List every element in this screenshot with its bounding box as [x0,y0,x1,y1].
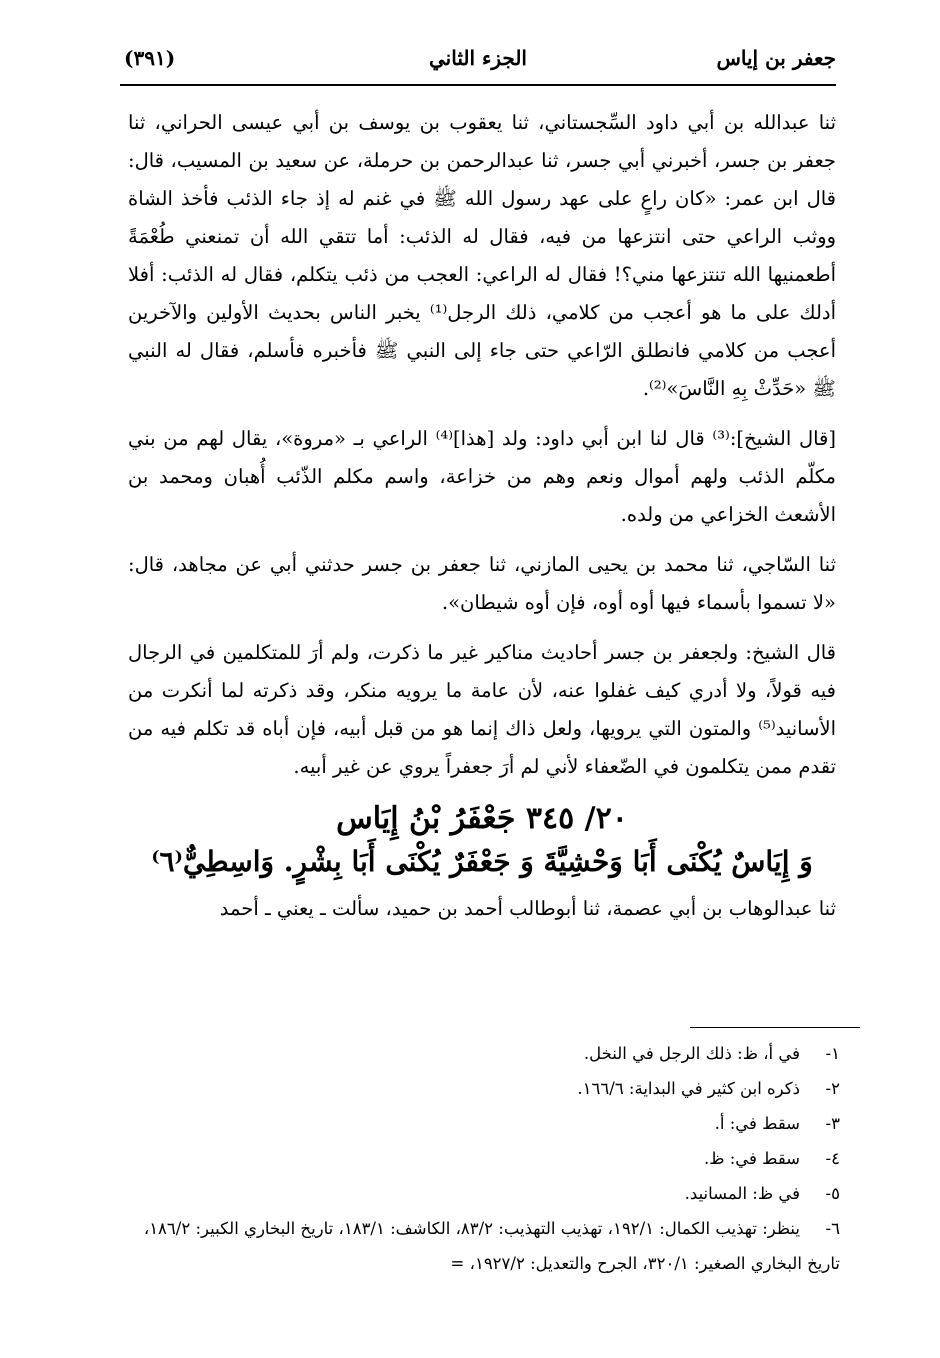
footnote-number: ٣- [825,1114,840,1133]
footnote-number: ٢- [825,1079,840,1098]
page-header [120,44,836,86]
paragraph-2: [قال الشيخ]:⁽³⁾ قال لنا ابن أبي داود: ولد [هذا]⁽⁴⁾ الراعي بـ «مروة»، يقال لهم من بني مكلّم الذئب ولهم أموال ونعم وهم من خزاعة، واسم مكلم الذّئب أُهبان ومحمد بن الأشعث الخزاعي من ولده. [128,427,836,526]
entry-heading-subtitle: وَ إِيَاسٌ يُكْنَى أَبَا وَحْشِيَّةَ وَ جَعْفَرٌ يُكْنَى أَبَا بِشْرٍ. وَاسِطِيٌّ⁽٦⁾ [151,845,813,878]
footnote-5 [120,1176,840,1211]
footnote-text: ذكره ابن كثير في البداية: ١٦٦/٦. [577,1079,800,1098]
footnote-text: ينظر: تهذيب الكمال: ١٩٢/١، تهذيب التهذيب: ٨٣/٢، الكاشف: ١٨٣/١، تاريخ البخاري الكبير: ١٨٦/٢، تاريخ البخاري الصغير: ٣٢٠/١، الجرح والتعديل: ١٩٢٧/٢، = [143,1219,840,1273]
footnote-separator [690,1027,860,1028]
footnote-number: ٦- [825,1219,840,1238]
paragraph-1: ثنا عبدالله بن أبي داود السِّجستاني، ثنا يعقوب بن يوسف بن أبي عيسى الحراني، ثنا جعفر بن جسر، أخبرني أبي جسر، ثنا عبدالرحمن بن حرملة، عن سعيد بن المسيب، قال: قال ابن عمر: «كان راعٍ على عهد رسول الله ﷺ في غنم له إذ جاء الذئب فأخذ الشاة ووثب الراعي حتى انتزعها من فيه، فقال له الذئب: أما تتقي الله أن تمنعني طُعْمَةً أطعمنيها الله تنتزعها مني؟! فقال له الراعي: العجب من ذئب يتكلم، فقال له الذئب: أفلا أدلك على ما هو أعجب من كلامي، ذلك الرجل⁽¹⁾ يخبر الناس بحديث الأولين والآخرين أعجب من كلامي فانطلق الرّاعي حتى جاء إلى النبي ﷺ فأخبره فأسلم، فقال له النبي ﷺ «حَدِّثْ بِهِ النَّاسَ»⁽²⁾. [128,111,836,400]
footnote-6 [120,1211,840,1281]
footnotes [120,1036,840,1281]
page-number: (٣٩١) [124,46,176,70]
footnote-3 [120,1106,840,1141]
paragraph-3: ثنا السّاجي، ثنا محمد بن يحيى المازني، ثنا جعفر بن جسر حدثني أبي عن مجاهد، قال: «لا تسموا بأسماء فيها أوه أوه، فإن أوه شيطان». [128,553,836,614]
entry-heading-title: ٢٠/ ٣٤٥ جَعْفَرُ بْنُ إِيَاس [336,801,628,836]
footnote-number: ١- [825,1044,840,1063]
footnote-number: ٥- [825,1184,840,1203]
running-title-right: جعفر بن إياس [716,46,836,70]
footnote-4 [120,1141,840,1176]
footnote-text: في أ، ظ: ذلك الرجل في النخل. [583,1044,800,1063]
main-text [128,104,836,940]
footnote-2 [120,1071,840,1106]
running-title-center: الجزء الثاني [429,46,527,70]
footnote-number: ٤- [825,1149,840,1168]
footnote-text: في ظ: المسانيد. [684,1184,800,1203]
footnote-text: سقط في: أ. [714,1114,800,1133]
paragraph-5: ثنا عبدالوهاب بن أبي عصمة، ثنا أبوطالب أحمد بن حميد، سألت ـ يعني ـ أحمد [219,897,836,920]
footnote-text: سقط في: ظ. [703,1149,800,1168]
footnote-1 [120,1036,840,1071]
paragraph-4: قال الشيخ: ولجعفر بن جسر أحاديث مناكير غير ما ذكرت، ولم أرَ للمتكلمين في الرجال فيه قولاً، ولا أدري كيف غفلوا عنه، لأن عامة ما يرويه منكر، وقد ذكرته لما أنكرت من الأسانيد⁽⁵⁾ والمتون التي يرويها، ولعل ذاك إنما هو من قبل أبيه، فإن أباه قد تكلم فيه من تقدم ممن يتكلمون في الضّعفاء لأني لم أرَ جعفراً يروي عن غير أبيه. [128,641,836,778]
